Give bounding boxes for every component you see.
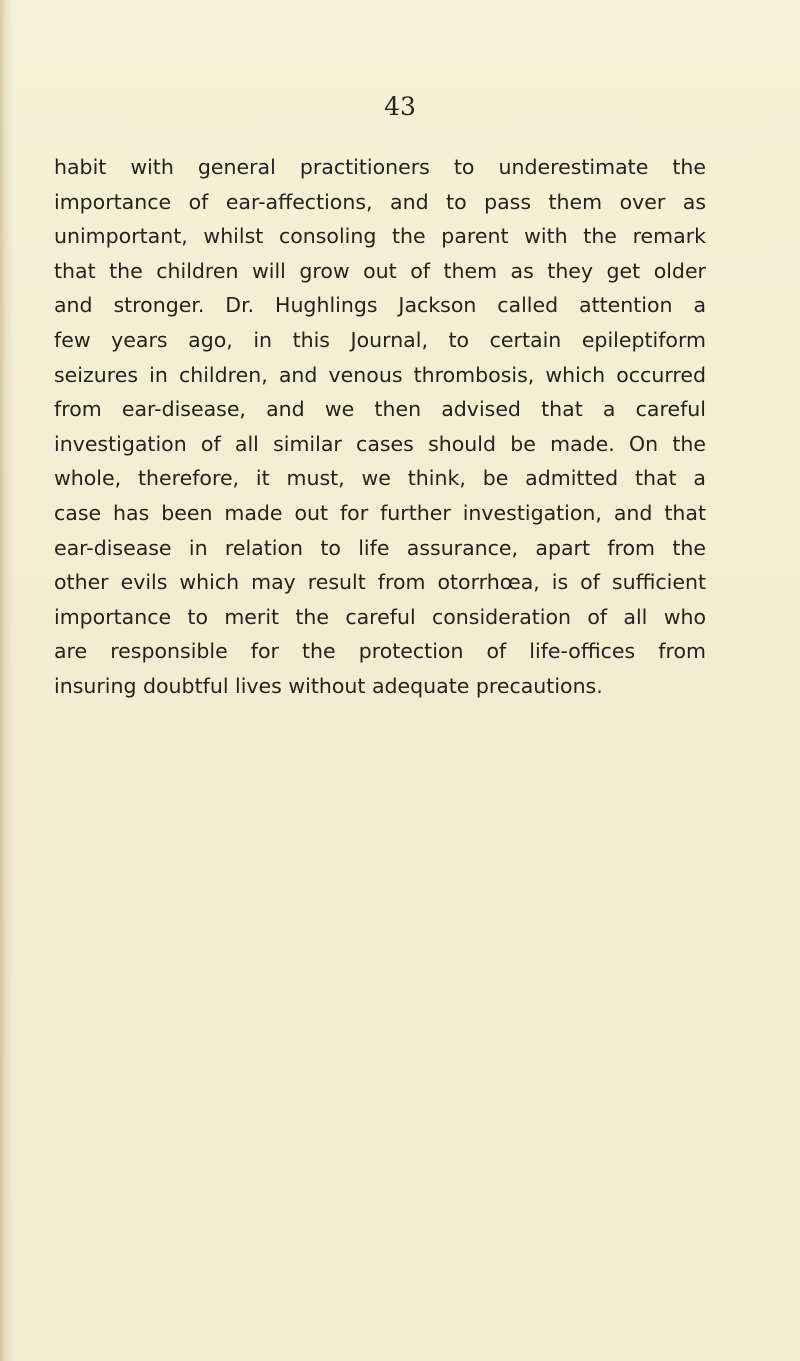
text-line: ear-disease in relation to life assurance, apart from the (54, 535, 706, 560)
text-line: importance of ear-affections, and to pass them over as (54, 189, 706, 214)
text-line: case has been made out for further investigation, and that (54, 500, 706, 525)
text-line: and stronger. Dr. Hughlings Jackson called attention a (54, 293, 706, 318)
text-line: seizures in children, and venous thrombosis, which occurred (54, 362, 706, 387)
text-line: few years ago, in this Journal, to certain epileptiform (54, 327, 706, 352)
page-number: 43 (384, 92, 416, 121)
text-line: habit with general practitioners to underestimate the (54, 155, 706, 179)
text-line: other evils which may result from otorrhœa, is of sufficient (54, 570, 706, 595)
text-line: unimportant, whilst consoling the parent with the remark (54, 224, 706, 249)
body-paragraph (54, 150, 706, 704)
text-line: whole, therefore, it must, we think, be admitted that a (54, 466, 706, 491)
text-line: from ear-disease, and we then advised that a careful (54, 397, 706, 422)
text-line: importance to merit the careful consideration of all who (54, 604, 706, 629)
text-line: insuring doubtful lives without adequate precautions. (54, 673, 603, 698)
text-line: that the children will grow out of them as they get older (54, 258, 706, 283)
text-line: investigation of all similar cases should be made. On the (54, 431, 706, 456)
text-line: are responsible for the protection of life-offices from (54, 639, 706, 664)
